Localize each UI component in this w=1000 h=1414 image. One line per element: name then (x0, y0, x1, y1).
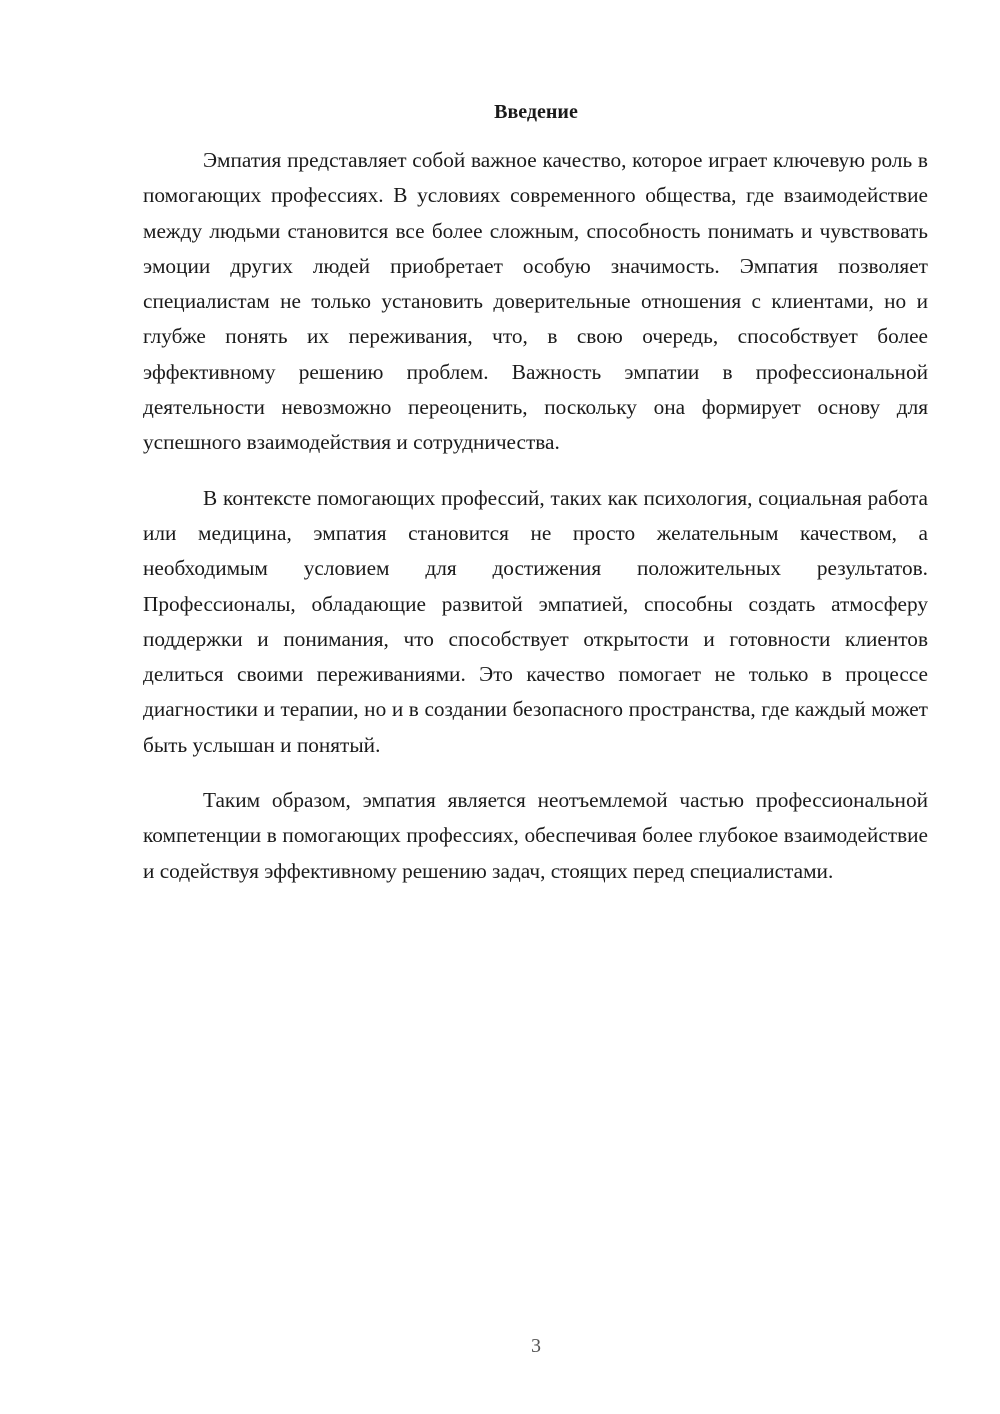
paragraph-2: В контексте помогающих профессий, таких как психология, социальная работа или медицина, эмпатия становится не просто желательным качеством, а необходимым условием для достижения положительных результатов. Профессионалы, обладающие развитой эмпатией, способны создать атмосферу поддержки и понимания, что способствует открытости и готовности клиентов делиться своими переживаниями. Это качество помогает не только в процессе диагностики и терапии, но и в создании безопасного пространства, где каждый может быть услышан и понятый. (143, 485, 928, 757)
page-title: Введение (494, 101, 578, 123)
paragraph-3: Таким образом, эмпатия является неотъемлемой частью профессиональной компетенции в помогающих профессиях, обеспечивая более глубокое взаимодействие и содействуя эффективному решению задач, стоящих перед специалистами. (143, 788, 928, 883)
document-body (143, 143, 928, 909)
paragraph-1: Эмпатия представляет собой важное качество, которое играет ключевую роль в помогающих профессиях. В условиях современного общества, где взаимодействие между людьми становится все более сложным, способность понимать и чувствовать эмоции других людей приобретает особую значимость. Эмпатия позволяет специалистам не только установить доверительные отношения с клиентами, но и глубже понять их переживания, что, в свою очередь, способствует более эффективному решению проблем. Важность эмпатии в профессиональной деятельности невозможно переоценить, поскольку она формирует основу для успешного взаимодействия и сотрудничества. (143, 148, 928, 455)
page-number: 3 (531, 1335, 541, 1357)
